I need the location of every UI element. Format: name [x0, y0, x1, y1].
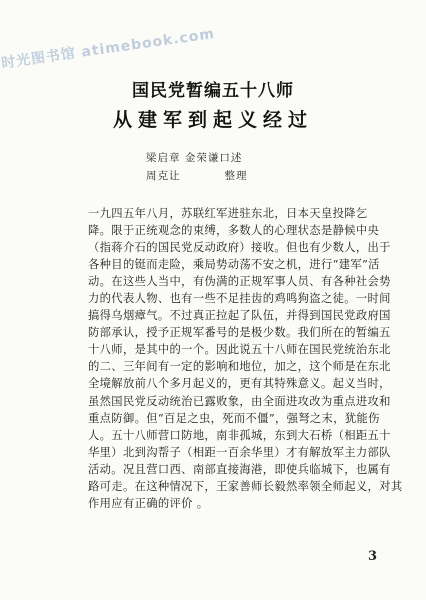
byline-authors-text: 梁启章 金荣谦口述 — [146, 152, 243, 164]
byline-editor-name: 周克让 — [146, 170, 181, 182]
body-line: 作用应有正确的评价 。 — [88, 496, 209, 510]
body-line: 十八师，是其中的一个。因此说五十八师在国民党统治东北 — [88, 343, 391, 357]
body-line: （指蒋介石的国民党反动政府）接收。但也有少数人，出于 — [88, 241, 391, 255]
byline-editor — [146, 168, 248, 183]
body-line: 活动。况且营口西、南部直接海港，即使兵临城下，也属有 — [88, 462, 391, 476]
byline-editor-role: 整理 — [224, 170, 248, 182]
page-title: 国民党暂编五十八师 — [132, 81, 294, 101]
byline-authors — [146, 150, 242, 165]
body-line: 一九四五年八月，苏联红军进驻东北，日本天皇投降乞 — [88, 207, 368, 220]
page-number: 3 — [368, 549, 378, 564]
body-line: 降。限于正统观念的束缚，多数人的心理状态是静候中央 — [88, 224, 380, 238]
body-line: 虽然国民党反动统治已露败象，由全面进攻改为重点进攻和 — [88, 394, 391, 408]
body-line: 各种目的铤而走险，乘局势动荡不安之机，进行“建军”活 — [88, 258, 380, 272]
body-line: 重点防御。但“百足之虫，死而不僵”，强弩之末，犹能伤 — [88, 411, 380, 425]
body-line: 防部承认，授予正规军番号的是极少数。我们所在的暂编五 — [88, 326, 391, 340]
body-line: 华里）北到沟帮子（相距一百余华里）才有解放军主力部队 — [88, 445, 391, 459]
body-line: 搞得乌烟瘴气。不过真正拉起了队伍，并得到国民党政府国 — [88, 309, 391, 323]
body-line: 力的代表人物、也有一些不足挂齿的鸡鸣狗盗之徒。一时间 — [88, 292, 391, 306]
page-subtitle: 从建军到起义经过 — [112, 109, 313, 131]
body-line: 全境解放前八个多月起义的，更有其特殊意义。起义当时， — [88, 377, 391, 391]
body-line: 动。在这些人当中，有伪满的正规军事人员、有各种社会势 — [88, 275, 391, 289]
watermark: 时光图书馆 atimebook.com — [0, 26, 216, 72]
body-text — [88, 205, 403, 512]
body-line: 路可走。在这种情况下，王家善师长毅然率领全师起义，对其 — [88, 479, 403, 493]
body-line: 人。五十八师营口防地，南非孤城，东到大石桥（相距五十 — [88, 428, 391, 442]
body-line: 的二、三年间有一定的影响和地位，加之，这个师是在东北 — [88, 360, 391, 374]
